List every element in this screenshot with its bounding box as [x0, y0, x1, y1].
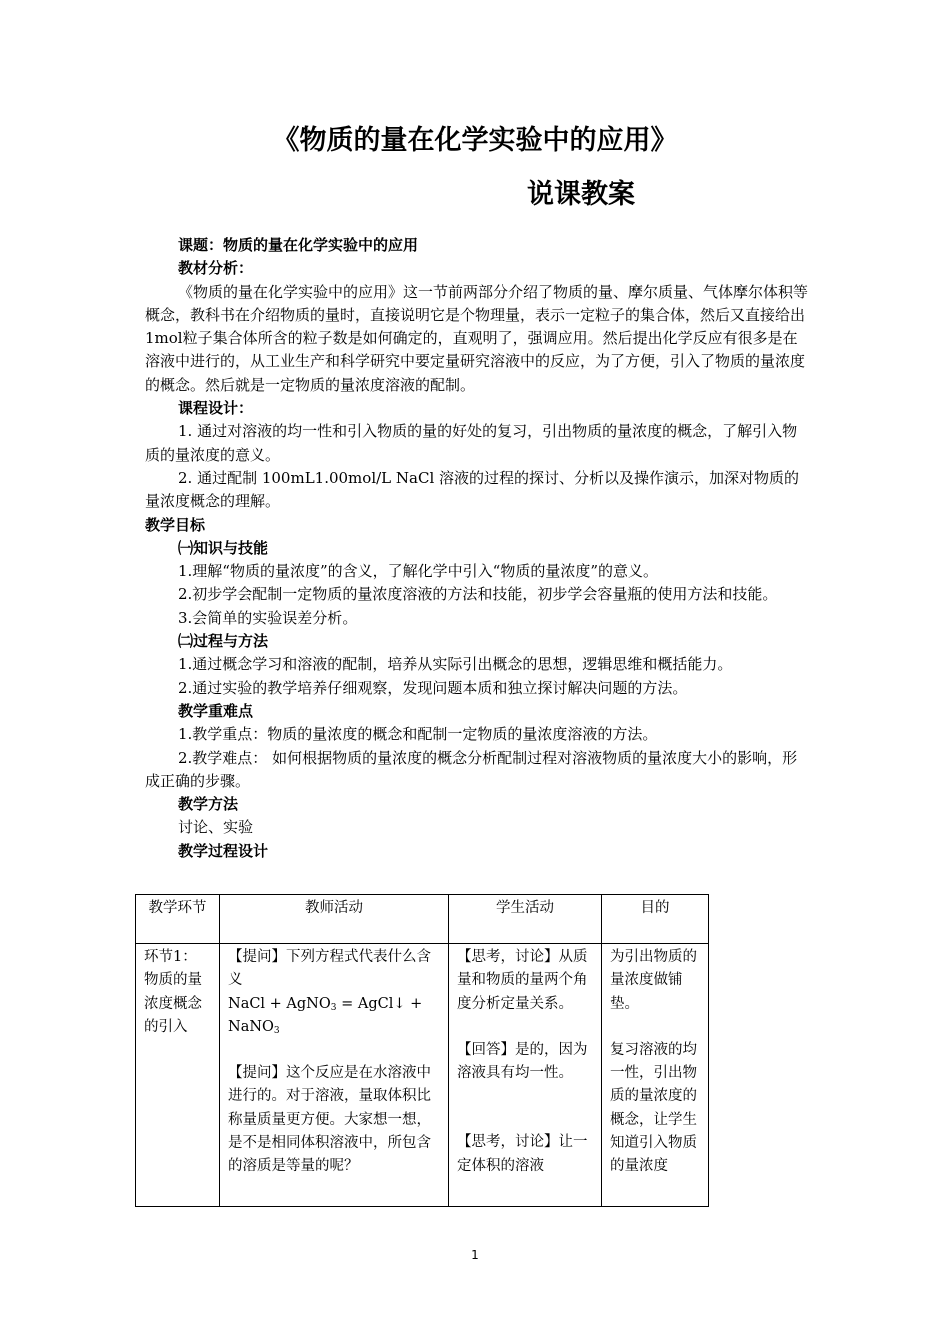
table-header-row [136, 895, 709, 944]
student-cell [449, 944, 602, 1207]
equation [228, 993, 440, 1040]
equation-subscript-1: 3 [330, 1002, 337, 1013]
stage-cell [136, 944, 220, 1207]
header-student: 学生活动 [449, 895, 602, 944]
analysis-heading: 教材分析： [178, 259, 254, 278]
process-item-2: 2.通过实验的教学培养仔细观察，发现问题本质和独立探讨解决问题的方法。 [178, 678, 688, 697]
course-heading: 课程设计： [178, 399, 254, 418]
document-subtitle: 说课教案 [527, 179, 635, 210]
methods-heading: 教学方法 [178, 795, 239, 814]
table-row [136, 944, 709, 1207]
purpose-1: 为引出物质的量浓度做铺垫。 [610, 949, 697, 1012]
methods-text: 讨论、实验 [178, 818, 254, 837]
student-activity-3: 【思考，讨论】让一定体积的溶液 [457, 1134, 588, 1174]
keypoint-1: 1.教学重点：物质的量浓度的概念和配制一定物质的量浓度溶液的方法。 [178, 725, 658, 744]
header-teacher: 教师活动 [220, 895, 449, 944]
teacher-question-2: 【提问】这个反应是在水溶液中进行的。对于溶液，量取体积比称量质量更方便。大家想一想，是不是相同体积溶液中，所包含的溶质是等量的呢？ [228, 1065, 431, 1175]
teacher-question-1: 【提问】下列方程式代表什么含义 [228, 949, 431, 989]
student-activity-2: 【回答】是的，因为溶液具有均一性。 [457, 1041, 588, 1082]
document-body [145, 234, 810, 863]
equation-part-1: NaCl + AgNO [228, 995, 331, 1012]
knowledge-heading: ㈠知识与技能 [178, 538, 269, 557]
knowledge-item-3: 3.会简单的实验误差分析。 [178, 608, 358, 627]
student-activity-1: 【思考，讨论】从质量和物质的量两个角度分析定量关系。 [457, 949, 588, 1012]
header-stage: 教学环节 [136, 895, 220, 944]
goals-heading: 教学目标 [145, 515, 206, 534]
header-purpose: 目的 [602, 895, 709, 944]
keypoint-2: 2.教学难点： 如何根据物质的量浓度的概念分析配制过程对溶液物质的量浓度大小的影响，形成正确的步骤。 [145, 748, 798, 790]
process-item-1: 1.通过概念学习和溶液的配制，培养从实际引出概念的思想，逻辑思维和概括能力。 [178, 655, 733, 674]
course-item-2: 2. 通过配制 100mL1.00mol/L NaCl 溶液的过程的探讨、分析以及操作演示，加深对物质的量浓度概念的理解。 [145, 468, 800, 511]
knowledge-item-2: 2.初步学会配制一定物质的量浓度溶液的方法和技能，初步学会容量瓶的使用方法和技能。 [178, 585, 778, 604]
course-item-1: 1. 通过对溶液的均一性和引入物质的量的好处的复习，引出物质的量浓度的概念，了解引入物质的量浓度的意义。 [145, 422, 798, 464]
topic-label: 课题：物质的量在化学实验中的应用 [178, 236, 419, 254]
keypoints-heading: 教学重难点 [178, 701, 254, 720]
knowledge-item-1: 1.理解“物质的量浓度”的含义，了解化学中引入“物质的量浓度”的意义。 [178, 562, 658, 581]
teacher-cell [220, 944, 449, 1207]
purpose-cell [602, 944, 709, 1207]
document-title: 《物质的量在化学实验中的应用》 [272, 125, 678, 156]
page-number: 1 [471, 1248, 479, 1262]
purpose-2: 复习溶液的均一性，引出物质的量浓度的概念，让学生知道引入物质的量浓度 [610, 1041, 697, 1175]
equation-part-2: = AgCl↓ + NaNO [228, 995, 423, 1035]
stage-text: 环节1：物质的量浓度概念的引入 [144, 949, 202, 1035]
process-heading: ㈡过程与方法 [178, 632, 269, 651]
equation-subscript-2: 3 [273, 1025, 280, 1036]
process-table [135, 894, 709, 1207]
design-heading: 教学过程设计 [178, 841, 269, 860]
analysis-text: 《物质的量在化学实验中的应用》这一节前两部分介绍了物质的量、摩尔质量、气体摩尔体积等概念，教科书在介绍物质的量时，直接说明它是个物理量，表示一定粒子的集合体，然后又直接给出1mol粒子集合体所含的粒子数是如何确定的，直观明了，强调应用。然后提出化学反应有很多是在溶液中进行的，从工业生产和科学研究中要定量研究溶液中的反应，为了方便，引入了物质的量浓度的概念。然后就是一定物质的量浓度溶液的配制。 [145, 282, 809, 394]
